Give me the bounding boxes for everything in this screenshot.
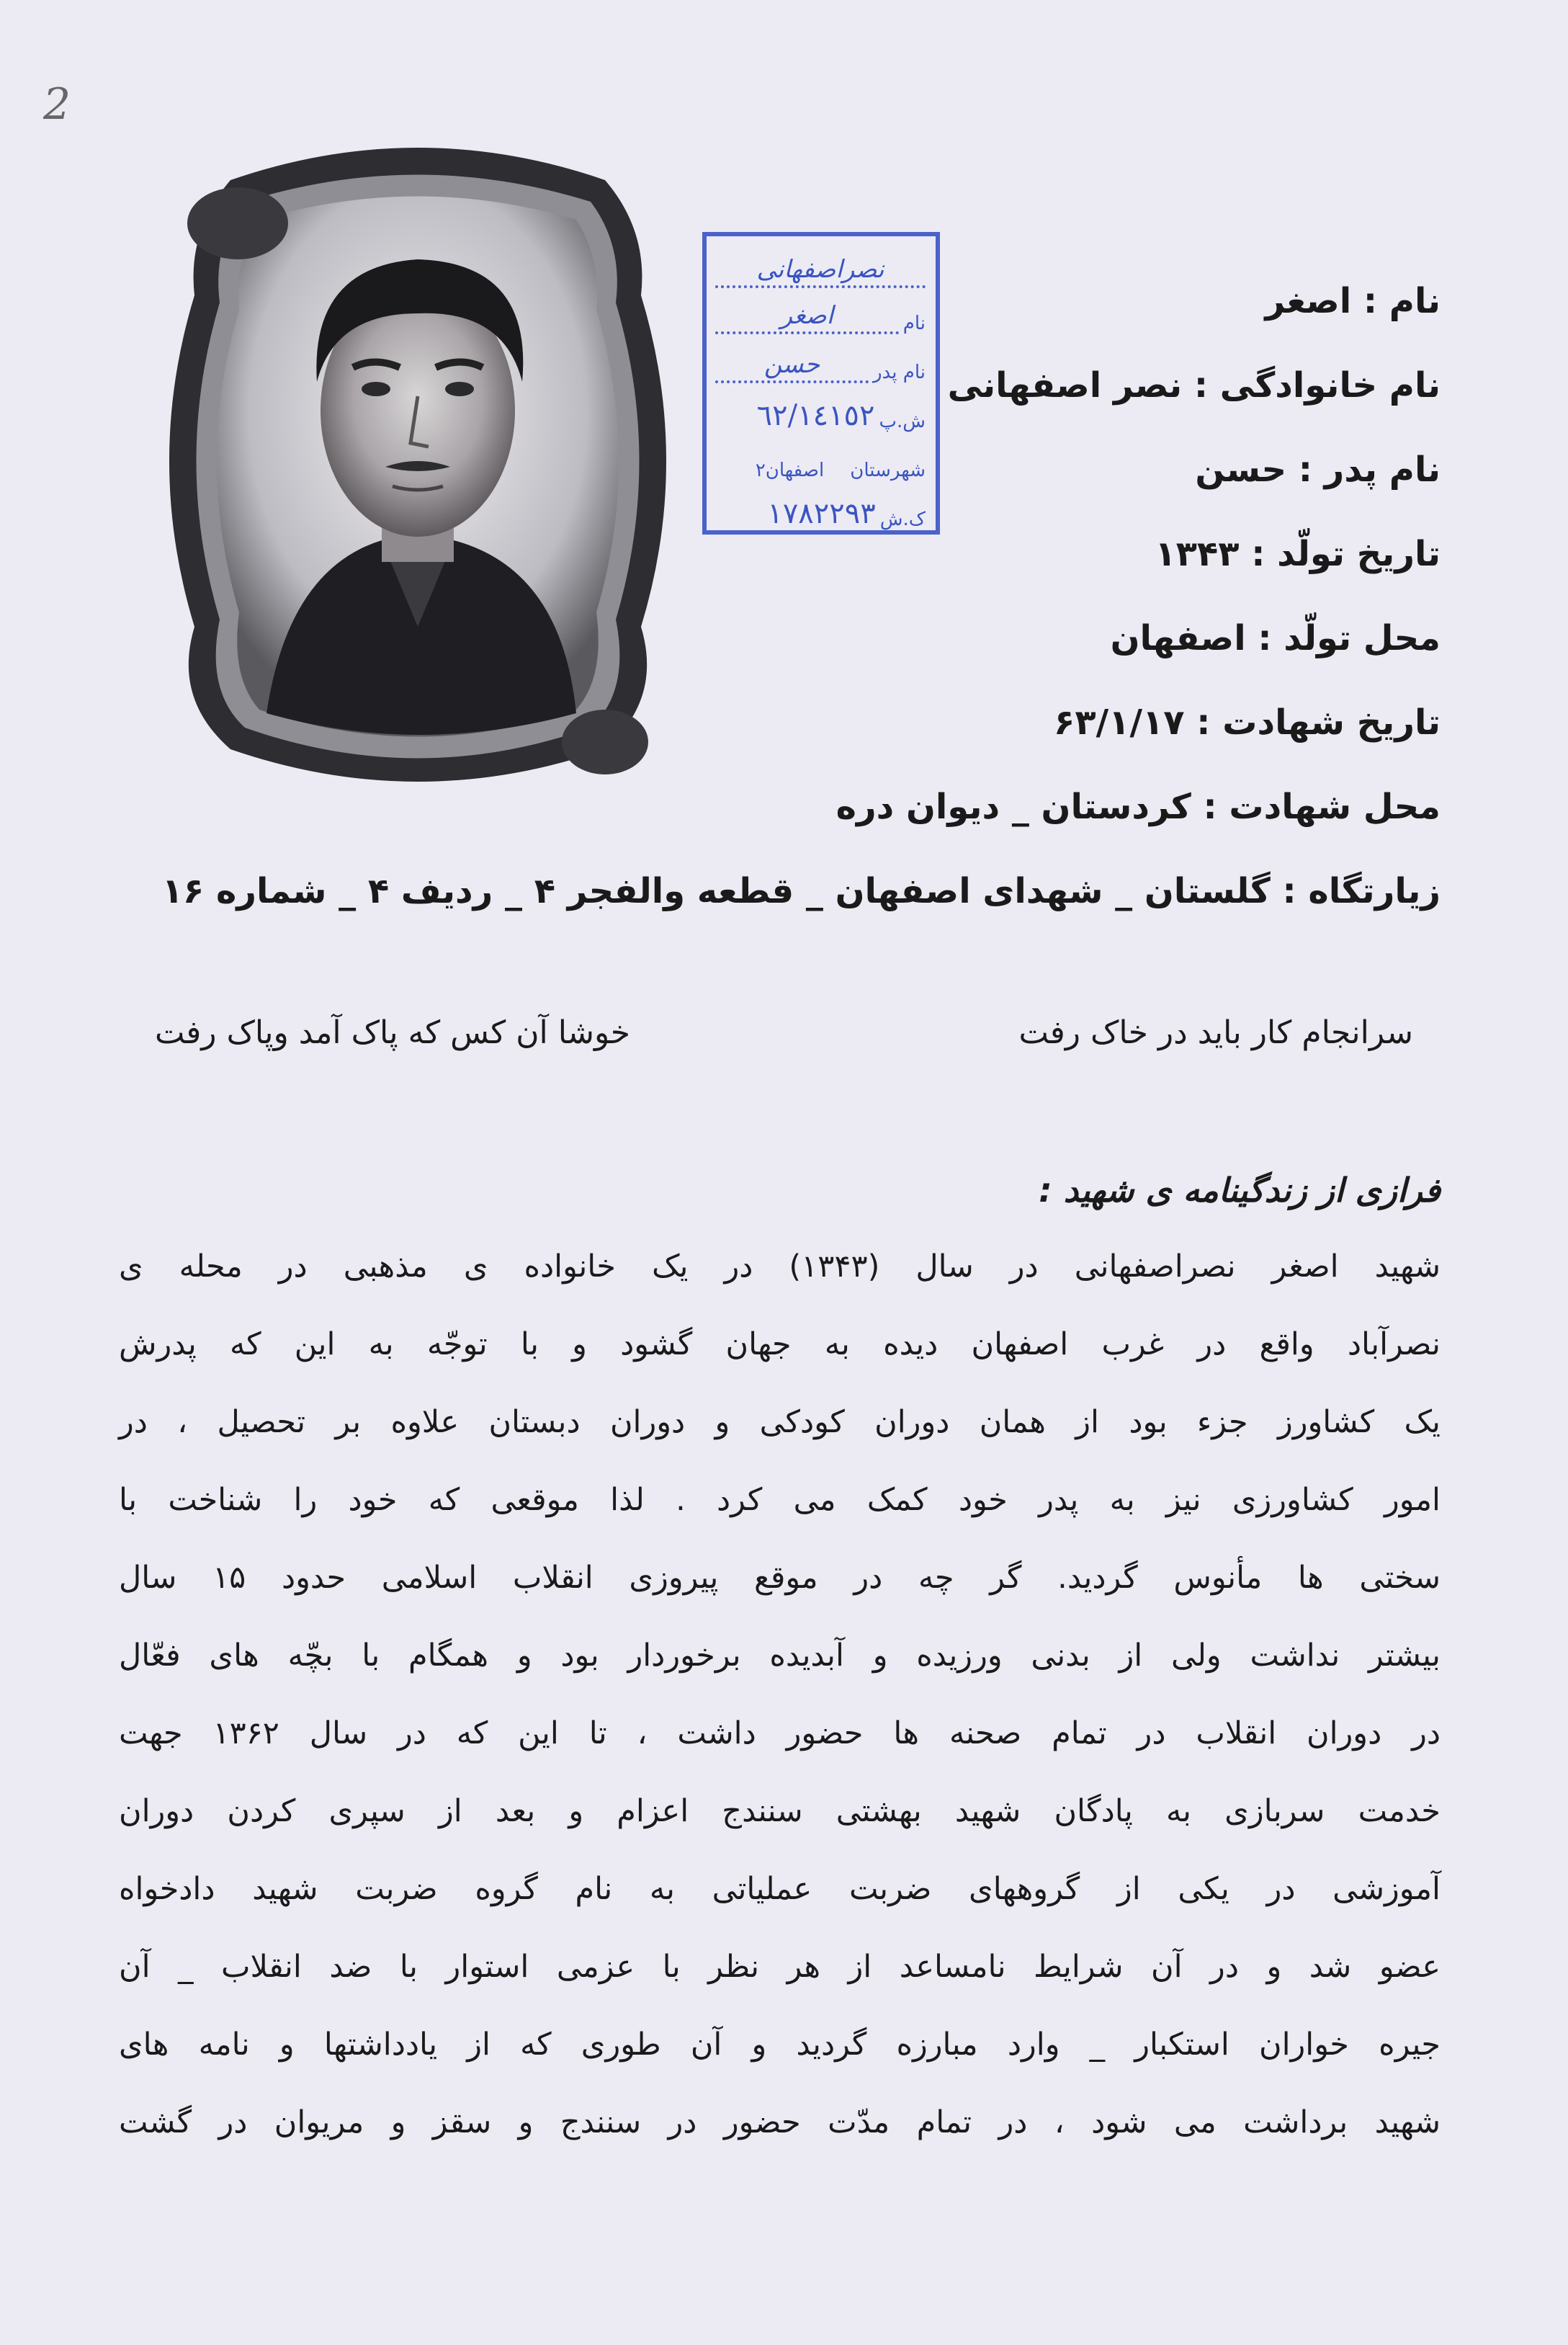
info-birth-date: تاریخ تولّد : ۱۳۴۳ [1155,534,1441,574]
biography-heading: فرازی از زندگینامه ی شهید : [1039,1171,1441,1210]
corner-page-mark: 2 [43,79,71,130]
info-birth-place: محل تولّد : اصفهان [1110,618,1441,658]
info-father-name: نام پدر : حسن [1195,450,1441,490]
stamp-name-value: اصغر [715,301,899,334]
info-martyrdom-date: تاریخ شهادت : ۶۳/۱/۱۷ [1054,702,1441,743]
biography-line: سختی ها مأنوس گردید. گر چه در موقع پیروزی انقلاب اسلامی حدود ۱۵ سال [119,1560,1441,1596]
stamp-id-label: ش.پ [879,411,926,432]
biography-line: شهید برداشت می شود ، در تمام مدّت حضور در سنندج و سقز و مریوان در گشت [119,2104,1441,2140]
stamp-father-value: حسن [715,350,869,383]
biography-line: خدمت سربازی به پادگان شهید بهشتی سنندج اعزام و بعد از سپری کردن دوران [119,1793,1441,1829]
info-martyrdom-place: محل شهادت : کردستان _ دیوان دره [835,787,1441,827]
poem-second-hemistich: خوشا آن کس که پاک آمد وپاک رفت [155,1014,630,1051]
biography-line: عضو شد و در آن شرایط نامساعد از هر نظر با عزمی استوار با ضد انقلاب _ آن [119,1949,1441,1985]
stamp-city-label: شهرستان [850,460,926,481]
biography-line: امور کشاورزی نیز به پدر خود کمک می کرد . لذا موقعی که خود را شناخت با [119,1482,1441,1518]
stamp-code-value: ١٧٨٢٢٩٣ [767,497,876,530]
info-burial-place: زیارتگاه : گلستان _ شهدای اصفهان _ قطعه والفجر ۴ _ ردیف ۴ _ شماره ۱۶ [161,871,1441,911]
martyr-info-list [161,259,1441,934]
biography-line: شهید اصغر نصراصفهانی در سال (۱۳۴۳) در یک خانواده ی مذهبی در محله ی [119,1249,1441,1285]
info-name: نام : اصغر [1265,281,1441,321]
biography-line: بیشتر نداشت ولی از بدنی ورزیده و آبدیده برخوردار بود و همگام با بچّه های فعّال [119,1638,1441,1674]
stamp-father-label: نام پدر [873,362,926,383]
poem-first-hemistich: سرانجام کار باید در خاک رفت [1018,1014,1413,1051]
biography-text [119,1238,1441,2171]
info-family-name: نام خانوادگی : نصر اصفهانی [947,365,1441,406]
stamp-id-value: ٦٢/١٤١٥٢ [756,399,875,432]
stamp-city-value: اصفهان۲ [755,460,825,481]
biography-line: در دوران انقلاب در تمام صحنه ها حضور داشت ، تا این که در سال ۱۳۶۲ جهت [119,1715,1441,1751]
stamp-header: نصراصفهانی [715,255,926,288]
biography-line: یک کشاورز جزء بود از همان دوران کودکی و دوران دبستان علاوه بر تحصیل ، در [119,1404,1441,1440]
biography-line: جیره خواران استکبار _ وارد مبارزه گردید و آن طوری که از یادداشتها و نامه های [119,2027,1441,2063]
stamp-code-label: ک.ش [879,509,926,530]
stamp-name-label: نام [902,313,926,334]
biography-line: آموزشی در یکی از گروههای ضربت عملیاتی به نام گروه ضربت شهید دادخواه [119,1871,1441,1907]
biography-line: نصرآباد واقع در غرب اصفهان دیده به جهان گشود و با توجّه به این که پدرش [119,1326,1441,1362]
